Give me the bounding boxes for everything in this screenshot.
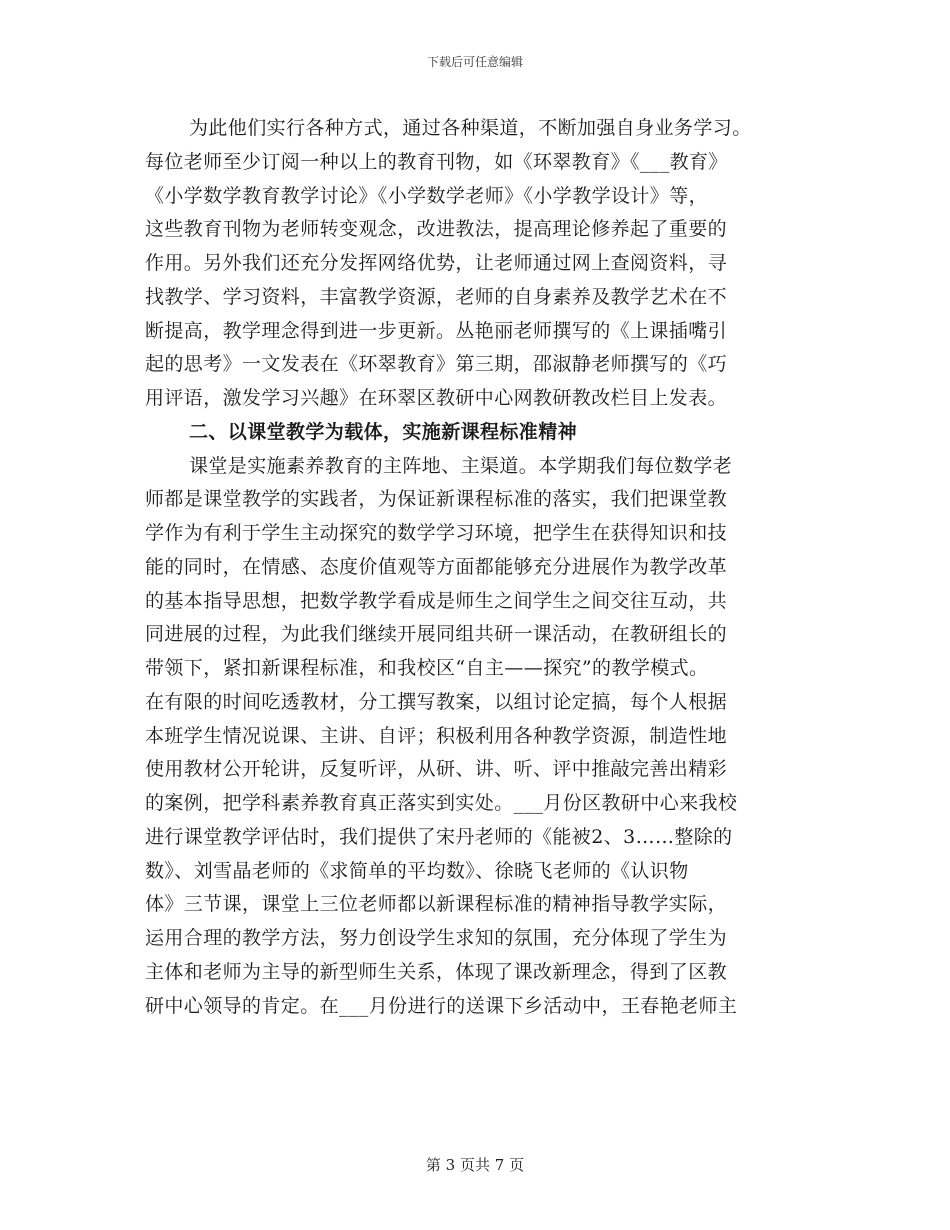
paragraph-line: 学作为有利于学生主动探究的数学学习环境，把学生在获得知识和技 bbox=[145, 522, 728, 544]
section-heading: 二、以课堂教学为载体，实施新课程标准精神 bbox=[189, 420, 578, 443]
paragraph-line: 带领下，紧扣新课程标准，和我校区“自主——探究”的教学模式。 bbox=[145, 657, 709, 679]
paragraph-line: 断提高，教学理念得到进一步更新。丛艳丽老师撰写的《上课插嘴引 bbox=[145, 319, 728, 342]
paragraph-line: 《小学数学教育教学讨论》《小学数学老师》《小学教学设计》等， bbox=[145, 184, 709, 207]
paragraph-line: 的案例，把学科素养教育真正落实到实处。___月份区教研中心来我校 bbox=[145, 792, 738, 814]
paragraph-line: 作用。另外我们还充分发挥网络优势，让老师通过网上查阅资料，寻 bbox=[145, 252, 728, 274]
paragraph-line: 本班学生情况说课、主讲、自评；积极利用各种教学资源，制造性地 bbox=[145, 724, 728, 747]
paragraph-line: 起的思考》一文发表在《环翠教育》第三期，邵淑静老师撰写的《巧 bbox=[145, 353, 728, 376]
paragraph-line: 找教学、学习资料，丰富教学资源，老师的自身素养及教学艺术在不 bbox=[145, 285, 728, 308]
paragraph-line: 每位老师至少订阅一种以上的教育刊物，如《环翠教育》《___教育》 bbox=[145, 150, 728, 173]
paragraph-line: 使用教材公开轮讲，反复听评，从研、讲、听、评中推敲完善出精彩 bbox=[145, 758, 728, 781]
paragraph-line: 主体和老师为主导的新型师生关系，体现了课改新理念，得到了区教 bbox=[145, 960, 728, 983]
paragraph-line: 师都是课堂教学的实践者，为保证新课程标准的落实，我们把课堂教 bbox=[145, 488, 728, 511]
paragraph-line: 运用合理的教学方法，努力创设学生求知的氛围，充分体现了学生为 bbox=[145, 927, 728, 949]
page-header: 下载后可任意编辑 bbox=[426, 55, 523, 69]
paragraph-line: 能的同时，在情感、态度价值观等方面都能够充分进展作为教学改革 bbox=[145, 555, 728, 578]
paragraph-line: 同进展的过程，为此我们继续开展同组共研一课活动，在教研组长的 bbox=[145, 623, 728, 646]
paragraph-line: 数》、刘雪晶老师的《求简单的平均数》、徐晓飞老师的《认识物 bbox=[145, 859, 689, 882]
paragraph-line: 的基本指导思想，把数学教学看成是师生之间学生之间交往互动，共 bbox=[145, 589, 728, 612]
paragraph-line: 研中心领导的肯定。在___月份进行的送课下乡活动中，王春艳老师主 bbox=[145, 994, 738, 1017]
document-body bbox=[145, 112, 810, 1023]
paragraph-line: 为此他们实行各种方式，通过各种渠道，不断加强自身业务学习。 bbox=[189, 117, 752, 139]
paragraph-line: 用评语，激发学习兴趣》在环翠区教研中心网教研教改栏目上发表。 bbox=[145, 387, 728, 409]
paragraph-line: 课堂是实施素养教育的主阵地、主渠道。本学期我们每位数学老 bbox=[189, 454, 733, 477]
paragraph-line: 在有限的时间吃透教材，分工撰写教案，以组讨论定搞，每个人根据 bbox=[145, 690, 728, 713]
paragraph-line: 这些教育刊物为老师转变观念，改进教法，提高理论修养起了重要的 bbox=[145, 218, 728, 241]
paragraph-line: 体》三节课，课堂上三位老师都以新课程标准的精神指导教学实际， bbox=[145, 893, 728, 916]
page-footer: 第 3 页共 7 页 bbox=[425, 1156, 525, 1174]
paragraph-line: 进行课堂教学评估时，我们提供了宋丹老师的《能被2、3……整除的 bbox=[145, 825, 733, 848]
